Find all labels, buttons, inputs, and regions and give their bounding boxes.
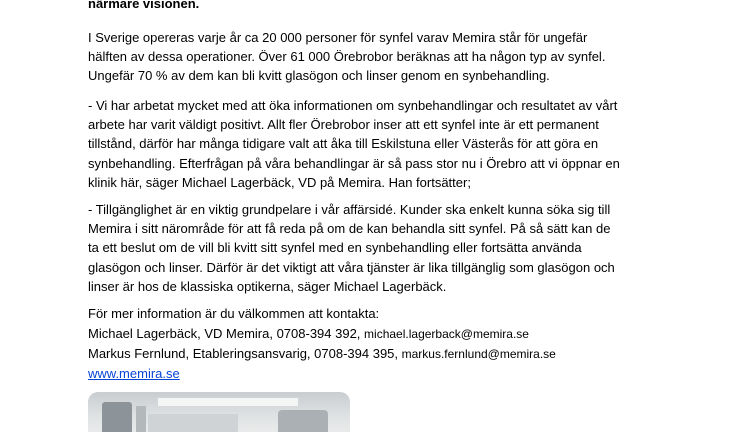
website-link[interactable]: www.memira.se [88, 366, 180, 381]
text-line: - Tillgänglighet är en viktig grundpelare i vår affärsidé. Kunder ska enkelt kunna söka sig till [88, 202, 611, 217]
text-line: tillstånd, därför har många tidigare valt att åka till Eskilstuna eller Västerås för att göra en [88, 136, 599, 152]
contact-person-2-details: Markus Fernlund, Etableringsansvarig, 0708-394 395, [88, 346, 402, 361]
text-line: ta ett beslut om de vill bli kvitt sitt synfel med en synbehandling eller fortsätta använda [88, 240, 582, 256]
text-line: - Vi har arbetat mycket med att öka informationen om synbehandlingar och resultatet av vårt [88, 98, 618, 113]
contact-person-1-email[interactable]: michael.lagerback@memira.se [364, 327, 529, 341]
lead-tail-heading: närmare visionen. [88, 0, 200, 11]
contact-person-2-email[interactable]: markus.fernlund@memira.se [401, 347, 556, 361]
contact-person-2 [88, 344, 556, 364]
photo-detail [102, 402, 132, 432]
paragraph-quote-1 [88, 96, 620, 192]
photo-detail [278, 410, 328, 432]
text-line: hälften av dessa operationer. Över 61 000 Örebrobor beräknas att ha någon typ av synfel. [88, 49, 606, 65]
paragraph-statistics [88, 28, 605, 86]
contact-block [88, 304, 556, 384]
clinic-photo [88, 392, 350, 432]
paragraph-quote-2 [88, 200, 615, 296]
text-line: klinik här, säger Michael Lagerbäck, VD på Memira. Han fortsätter; [88, 174, 471, 190]
contact-intro: För mer information är du välkommen att kontakta: [88, 306, 380, 321]
text-line: synbehandling. Efterfrågan på våra behandlingar är så pass stor nu i Örebro att vi öppnar en [88, 155, 620, 171]
text-line: Memira i sitt närområde för att få reda på om de kan behandla sitt synfel. På så sätt kan de [88, 221, 611, 237]
photo-detail [148, 414, 238, 432]
text-line: arbete har varit väldigt positivt. Allt fler Örebrobor inser att ett synfel inte är ett permanent [88, 117, 599, 133]
contact-person-1-details: Michael Lagerbäck, VD Memira, 0708-394 392, [88, 326, 365, 341]
text-line: Ungefär 70 % av dem kan bli kvitt glasögon och linser genom en synbehandling. [88, 68, 550, 84]
text-line: glasögon och linser. Därför är det viktigt att våra tjänster är lika tillgänglig som glasögon och [88, 259, 615, 275]
contact-person-1 [88, 324, 556, 344]
photo-detail [158, 398, 298, 406]
text-line: linser är hos de klassiska optikerna, säger Michael Lagerbäck. [88, 278, 447, 294]
photo-detail [136, 406, 146, 432]
text-line: I Sverige opereras varje år ca 20 000 personer för synfel varav Memira står för ungefär [88, 30, 588, 45]
